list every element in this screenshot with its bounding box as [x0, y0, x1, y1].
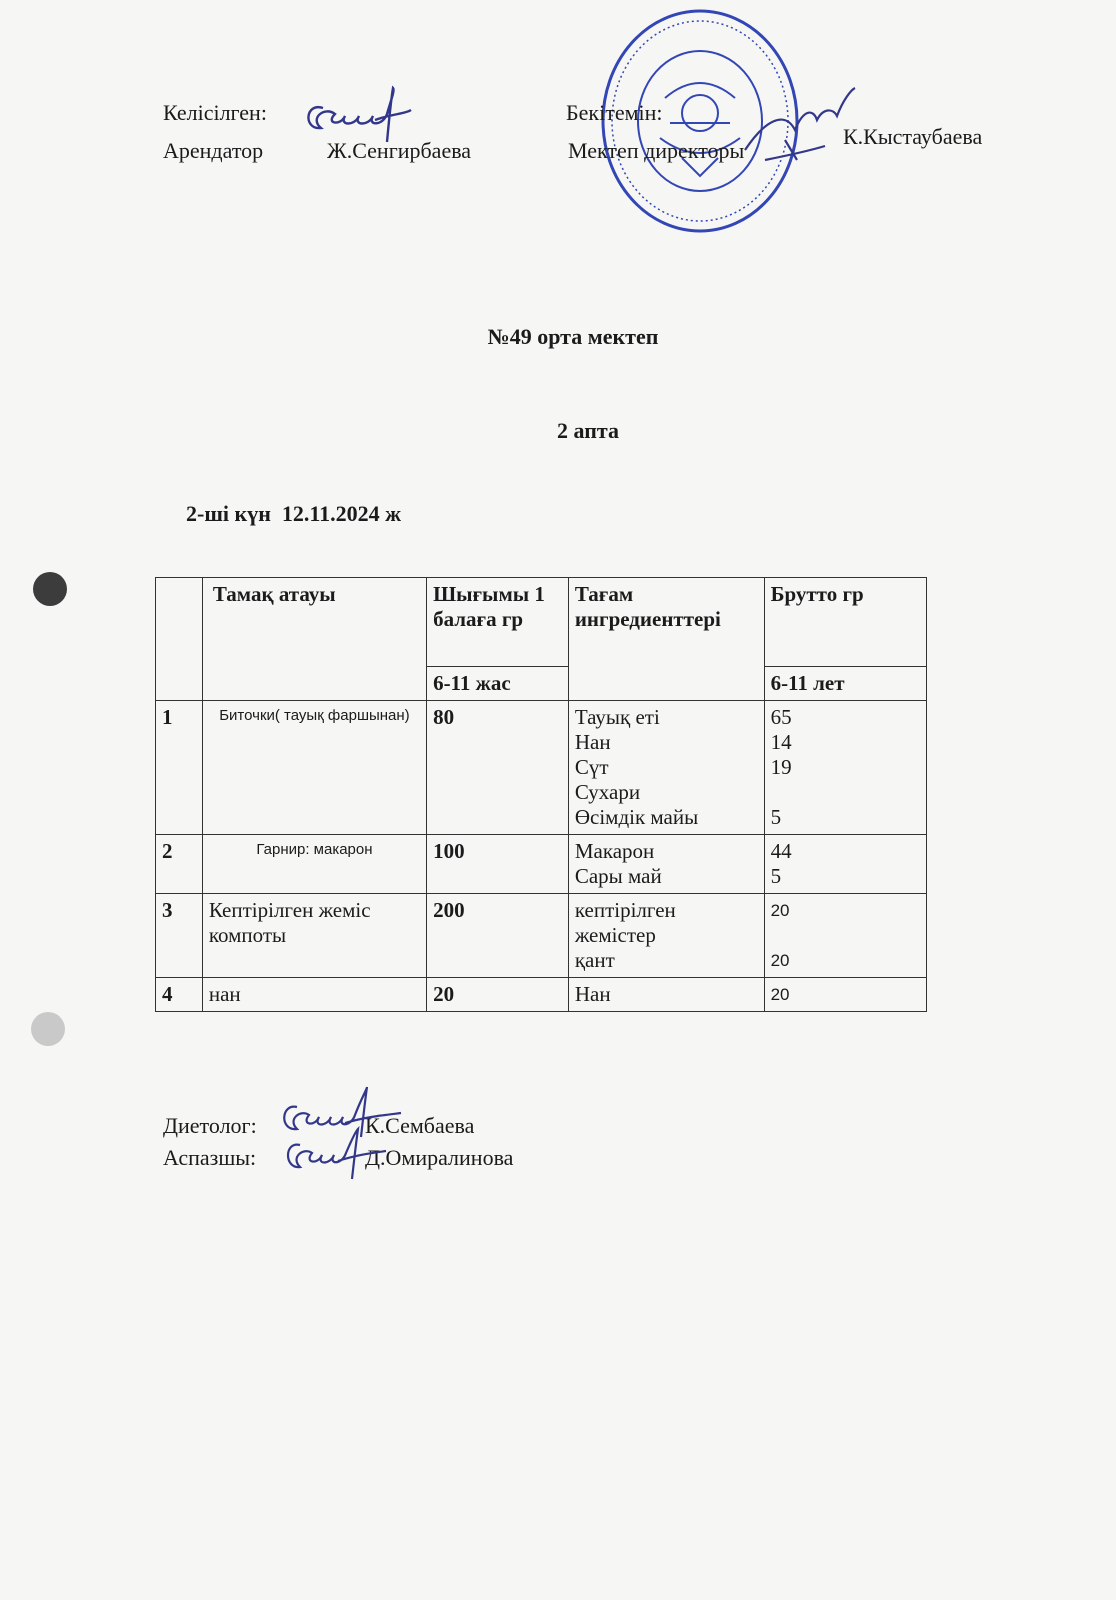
brutto-list [764, 835, 926, 894]
ingredient: Тауық еті [574, 705, 660, 729]
output-age-subheader: 6-11 жас [427, 667, 569, 701]
ingredient: Сухари [574, 780, 641, 804]
ingredient: Сүт [574, 755, 609, 779]
brutto-list [764, 978, 926, 1012]
cook-label: Аспазшы: [163, 1145, 257, 1170]
row-number: 4 [156, 978, 203, 1012]
approved-name: К.Кыстаубаева [843, 124, 983, 149]
dish-name: Биточки( тауық фаршынан) [202, 701, 426, 835]
week-title: 2 апта [557, 418, 619, 443]
output-column-header: Шығымы 1 балаға гр [427, 578, 569, 667]
output-grams: 80 [427, 701, 569, 835]
dish-name: Кептірілген жеміс компоты [202, 894, 426, 978]
punch-hole-bottom [31, 1012, 65, 1046]
ingredient-list [568, 835, 764, 894]
table-header-row [156, 578, 927, 667]
row-number: 1 [156, 701, 203, 835]
ingredient: Өсімдік майы [574, 805, 699, 829]
punch-hole-top [33, 572, 67, 606]
cook-name: Д.Омиралинова [365, 1145, 514, 1170]
dietolog-name: К.Сембаева [365, 1113, 475, 1138]
row-number: 3 [156, 894, 203, 978]
approved-label: Бекітемін: [566, 100, 663, 125]
brutto-value: 65 [770, 705, 792, 729]
dish-name: Гарнир: макарон [202, 835, 426, 894]
ingredient: Сары май [574, 864, 662, 888]
menu-table [155, 577, 927, 1012]
agreed-signature [295, 80, 415, 150]
brutto-value: 20 [770, 951, 790, 970]
dish-column-header: Тамақ атауы [202, 578, 426, 701]
ingredients-column-header: Тағам ингредиенттері [568, 578, 764, 701]
brutto-list [764, 894, 926, 978]
brutto-value [771, 780, 920, 805]
num-header [156, 578, 203, 701]
ingredient-list [568, 894, 764, 978]
day-date: 2-ші күн 12.11.2024 ж [186, 501, 402, 526]
approved-signature [725, 80, 865, 170]
cook-signature [280, 1125, 390, 1185]
brutto-value: 20 [770, 901, 790, 920]
agreed-label: Келісілген: [163, 100, 267, 125]
table-row [156, 701, 927, 835]
ingredient-list [568, 701, 764, 835]
brutto-value: 19 [770, 755, 792, 779]
ingredient-list [568, 978, 764, 1012]
table-row [156, 894, 927, 978]
brutto-age-subheader: 6-11 лет [764, 667, 926, 701]
table-row [156, 835, 927, 894]
brutto-list [764, 701, 926, 835]
row-number: 2 [156, 835, 203, 894]
output-grams: 100 [427, 835, 569, 894]
brutto-column-header: Брутто гр [764, 578, 926, 667]
brutto-value [771, 923, 920, 948]
ingredient: Нан [574, 730, 611, 754]
brutto-value: 20 [770, 985, 790, 1004]
agreed-role: Арендатор [163, 138, 264, 163]
brutto-value: 5 [770, 864, 782, 888]
brutto-value: 14 [770, 730, 792, 754]
output-grams: 20 [427, 978, 569, 1012]
ingredient: кептірілген жемістер [574, 898, 676, 947]
school-title: №49 орта мектеп [487, 324, 659, 349]
brutto-value: 44 [770, 839, 792, 863]
ingredient: қант [574, 948, 615, 972]
table-row [156, 978, 927, 1012]
dish-name: нан [202, 978, 426, 1012]
ingredient: Макарон [574, 839, 655, 863]
brutto-value: 5 [770, 805, 782, 829]
ingredient: Нан [574, 982, 611, 1006]
agreed-name: Ж.Сенгирбаева [327, 138, 472, 163]
output-grams: 200 [427, 894, 569, 978]
approved-role: Мектеп директоры [568, 138, 745, 163]
dietolog-label: Диетолог: [163, 1113, 257, 1138]
